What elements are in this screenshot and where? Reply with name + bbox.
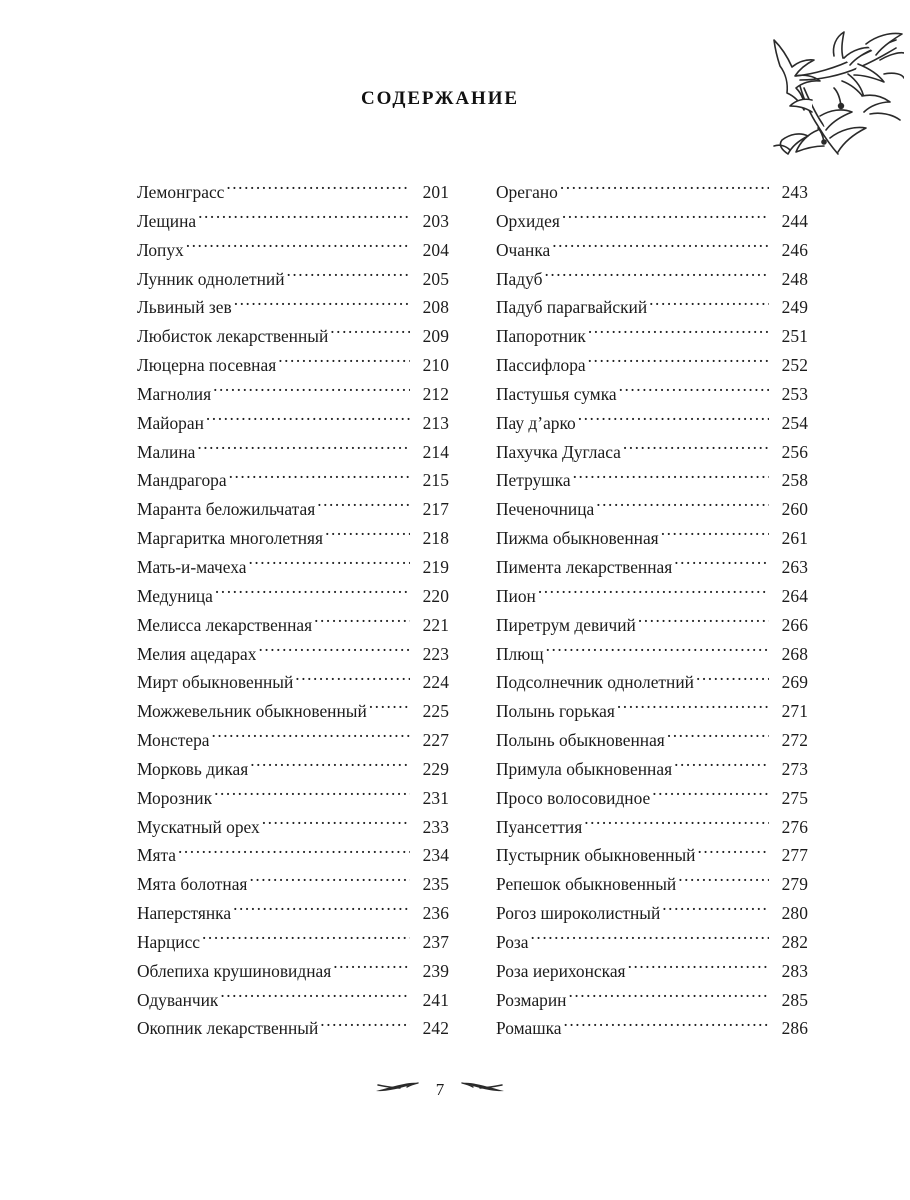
toc-entry-title: Львиный зев — [137, 297, 232, 318]
dot-leader — [578, 411, 769, 428]
dot-leader — [213, 383, 410, 400]
toc-entry-title: Мирт обыкновенный — [137, 672, 294, 693]
toc-entry[interactable] — [496, 380, 808, 409]
toc-entry[interactable] — [496, 409, 808, 438]
toc-entry-title: Пустырник обыкновенный — [496, 845, 696, 866]
toc-entry-page: 268 — [781, 643, 808, 664]
toc-entry[interactable] — [496, 928, 808, 957]
toc-entry-page: 241 — [422, 989, 449, 1010]
toc-entry[interactable] — [137, 986, 449, 1015]
toc-entry[interactable] — [137, 265, 449, 294]
toc-entry-page: 218 — [422, 528, 449, 549]
toc-entry-page: 213 — [422, 412, 449, 433]
toc-entry-title: Лещина — [137, 210, 197, 231]
dot-leader — [369, 700, 410, 717]
toc-entry-page: 285 — [781, 989, 808, 1010]
toc-entry[interactable] — [496, 755, 808, 784]
toc-entry-page: 272 — [781, 730, 808, 751]
toc-entry-title: Печеночница — [496, 499, 595, 520]
toc-entry-title: Роза — [496, 931, 529, 952]
toc-entry[interactable] — [137, 293, 449, 322]
dot-leader — [215, 584, 410, 601]
toc-entry-page: 251 — [781, 326, 808, 347]
toc-entry-title: Пиретрум девичий — [496, 614, 636, 635]
toc-entry[interactable] — [496, 524, 808, 553]
toc-entry[interactable] — [496, 265, 808, 294]
toc-left-column — [137, 178, 449, 1043]
toc-entry-page: 224 — [422, 672, 449, 693]
toc-entry-page: 246 — [781, 239, 808, 260]
dot-leader — [564, 1017, 769, 1034]
toc-entry-title: Орегано — [496, 182, 558, 202]
toc-entry-page: 243 — [781, 182, 808, 202]
toc-entry[interactable] — [137, 553, 449, 582]
page-title: СОДЕРЖАНИЕ — [361, 88, 519, 109]
toc-entry-page: 212 — [422, 383, 449, 404]
toc-entry[interactable] — [137, 813, 449, 842]
toc-entry-title: Одуванчик — [137, 989, 219, 1010]
toc-right-column — [496, 178, 808, 1043]
toc-entry-title: Нарцисс — [137, 931, 201, 952]
toc-entry[interactable] — [137, 466, 449, 495]
toc-entry[interactable] — [496, 495, 808, 524]
toc-entry-title: Пассифлора — [496, 355, 586, 376]
toc-entry-page: 201 — [422, 182, 449, 202]
dot-leader — [206, 411, 410, 428]
dot-leader — [617, 700, 769, 717]
toc-entry[interactable] — [496, 986, 808, 1015]
toc-entry-title: Роза иерихонская — [496, 960, 626, 981]
toc-entry[interactable] — [137, 726, 449, 755]
dot-leader — [325, 527, 410, 544]
toc-entry[interactable] — [496, 293, 808, 322]
toc-entry[interactable] — [496, 351, 808, 380]
toc-entry-page: 204 — [422, 239, 449, 260]
toc-entry-page: 239 — [422, 960, 449, 981]
dot-leader — [220, 988, 410, 1005]
dot-leader — [552, 238, 769, 255]
dot-leader — [568, 988, 769, 1005]
toc-entry-title: Репешок обыкновенный — [496, 874, 677, 895]
toc-entry-page: 277 — [781, 845, 808, 866]
dot-leader — [295, 671, 410, 688]
toc-entry[interactable] — [137, 351, 449, 380]
toc-entry-title: Пахучка Дугласа — [496, 441, 621, 462]
dot-leader — [584, 815, 769, 832]
toc-entry-title: Магнолия — [137, 383, 212, 404]
toc-entry-title: Просо волосовидное — [496, 787, 651, 808]
toc-entry[interactable] — [137, 438, 449, 467]
toc-entry[interactable] — [137, 178, 449, 207]
dot-leader — [250, 757, 410, 774]
toc-entry[interactable] — [137, 611, 449, 640]
toc-entry-page: 280 — [781, 903, 808, 924]
toc-entry-page: 209 — [422, 326, 449, 347]
dot-leader — [538, 584, 769, 601]
toc-entry-title: Наперстянка — [137, 903, 232, 924]
toc-entry[interactable] — [496, 841, 808, 870]
toc-entry-page: 248 — [781, 268, 808, 289]
toc-entry[interactable] — [137, 841, 449, 870]
dot-leader — [330, 325, 410, 342]
toc-entry-title: Малина — [137, 441, 196, 462]
toc-entry[interactable] — [137, 899, 449, 928]
dot-leader — [696, 671, 769, 688]
toc-entry[interactable] — [137, 236, 449, 265]
toc-entry-title: Маранта беложильчатая — [137, 499, 316, 520]
toc-entry-title: Морозник — [137, 787, 213, 808]
toc-entry[interactable] — [137, 1014, 449, 1043]
toc-entry[interactable] — [496, 640, 808, 669]
toc-entry[interactable] — [496, 697, 808, 726]
leaf-arrow-left-ornament — [374, 1078, 420, 1101]
toc-entry-page: 234 — [422, 845, 449, 866]
toc-entry-title: Медуница — [137, 585, 213, 606]
toc-entry-title: Мелия ацедарах — [137, 643, 257, 664]
toc-entry-title: Монстера — [137, 730, 210, 751]
toc-entry-page: 249 — [781, 297, 808, 318]
toc-entry-page: 263 — [781, 556, 808, 577]
toc-entry[interactable] — [137, 870, 449, 899]
toc-entry-title: Лунник однолетний — [137, 268, 285, 289]
dot-leader — [531, 931, 769, 948]
dot-leader — [588, 325, 769, 342]
dot-leader — [674, 556, 769, 573]
toc-entry-title: Ромашка — [496, 1018, 562, 1039]
dot-leader — [317, 498, 410, 515]
toc-entry[interactable] — [496, 582, 808, 611]
toc-entry[interactable] — [137, 928, 449, 957]
toc-entry[interactable] — [137, 957, 449, 986]
toc-entry-page: 269 — [781, 672, 808, 693]
dot-leader — [628, 959, 769, 976]
toc-entry-page: 236 — [422, 903, 449, 924]
dot-leader — [649, 296, 769, 313]
toc-entry-page: 275 — [781, 787, 808, 808]
toc-entry[interactable] — [137, 668, 449, 697]
toc-entry-title: Очанка — [496, 239, 551, 260]
dot-leader — [661, 527, 769, 544]
dot-leader — [248, 556, 410, 573]
toc-entry-title: Мандрагора — [137, 470, 227, 491]
toc-entry-title: Пижма обыкновенная — [496, 528, 659, 549]
dot-leader — [546, 642, 769, 659]
toc-entry-page: 215 — [422, 470, 449, 491]
toc-entry[interactable] — [496, 322, 808, 351]
leaf-arrow-right-ornament — [460, 1078, 506, 1101]
toc-entry-page: 205 — [422, 268, 449, 289]
dot-leader — [233, 902, 410, 919]
dot-leader — [229, 469, 410, 486]
toc-entry[interactable] — [496, 553, 808, 582]
toc-entry-title: Пимента лекарственная — [496, 556, 673, 577]
toc-entry[interactable] — [496, 438, 808, 467]
dot-leader — [596, 498, 769, 515]
toc-entry-title: Мята болотная — [137, 874, 248, 895]
toc-entry[interactable] — [137, 582, 449, 611]
toc-entry-page: 217 — [422, 499, 449, 520]
toc-entry-title: Маргаритка многолетняя — [137, 528, 324, 549]
toc-entry[interactable] — [137, 524, 449, 553]
toc-entry-page: 261 — [781, 528, 808, 549]
toc-entry-title: Лемонграсс — [137, 182, 225, 202]
page-footer — [0, 1078, 880, 1101]
toc-entry-page: 283 — [781, 960, 808, 981]
toc-entry[interactable] — [137, 755, 449, 784]
toc-entry-title: Полынь обыкновенная — [496, 730, 665, 751]
toc-entry-page: 203 — [422, 210, 449, 231]
toc-entry-page: 219 — [422, 556, 449, 577]
toc-entry-page: 273 — [781, 758, 808, 779]
dot-leader — [186, 238, 410, 255]
toc-entry-page: 221 — [422, 614, 449, 635]
dot-leader — [214, 786, 410, 803]
toc-entry-page: 271 — [781, 701, 808, 722]
dot-leader — [652, 786, 769, 803]
dot-leader — [178, 844, 410, 861]
toc-entry-page: 233 — [422, 816, 449, 837]
dot-leader — [573, 469, 769, 486]
dot-leader — [667, 729, 769, 746]
toc-entry-title: Мята — [137, 845, 176, 866]
toc-entry[interactable] — [137, 640, 449, 669]
toc-entry-title: Розмарин — [496, 989, 567, 1010]
toc-entry[interactable] — [137, 322, 449, 351]
toc-entry-title: Лопух — [137, 239, 184, 260]
toc-entry-page: 227 — [422, 730, 449, 751]
toc-entry-page: 279 — [781, 874, 808, 895]
dot-leader — [262, 815, 410, 832]
dot-leader — [198, 209, 410, 226]
toc-entry-title: Пау д’арко — [496, 412, 576, 433]
dot-leader — [320, 1017, 410, 1034]
dot-leader — [249, 873, 410, 890]
dot-leader — [662, 902, 769, 919]
toc-entry-page: 258 — [781, 470, 808, 491]
toc-entry-page: 208 — [422, 297, 449, 318]
toc-entry-title: Облепиха крушиновидная — [137, 960, 332, 981]
toc-entry-title: Окопник лекарственный — [137, 1018, 319, 1039]
toc-entry-page: 225 — [422, 701, 449, 722]
toc-columns — [137, 178, 809, 1043]
toc-entry-title: Подсолнечник однолетний — [496, 672, 694, 693]
toc-entry[interactable] — [137, 697, 449, 726]
toc-entry[interactable] — [496, 207, 808, 236]
toc-entry-title: Мускатный орех — [137, 816, 260, 837]
toc-entry-page: 264 — [781, 585, 808, 606]
dot-leader — [638, 613, 769, 630]
dot-leader — [562, 209, 769, 226]
dot-leader — [697, 844, 769, 861]
toc-entry-page: 244 — [781, 210, 808, 231]
dot-leader — [202, 931, 410, 948]
toc-entry-title: Плющ — [496, 643, 544, 664]
toc-entry[interactable] — [496, 611, 808, 640]
toc-entry[interactable] — [137, 495, 449, 524]
dot-leader — [544, 267, 769, 284]
toc-entry[interactable] — [496, 784, 808, 813]
toc-entry-page: 276 — [781, 816, 808, 837]
toc-entry[interactable] — [496, 870, 808, 899]
toc-entry-title: Полынь горькая — [496, 701, 615, 722]
toc-entry-title: Пуансеттия — [496, 816, 583, 837]
toc-entry[interactable] — [496, 899, 808, 928]
toc-entry-page: 231 — [422, 787, 449, 808]
toc-entry-page: 256 — [781, 441, 808, 462]
toc-entry-title: Примула обыкновенная — [496, 758, 673, 779]
dot-leader — [333, 959, 410, 976]
toc-entry[interactable] — [496, 1014, 808, 1043]
toc-entry-page: 220 — [422, 585, 449, 606]
dot-leader — [234, 296, 410, 313]
toc-entry-page: 214 — [422, 441, 449, 462]
toc-entry-page: 223 — [422, 643, 449, 664]
toc-entry-page: 252 — [781, 355, 808, 376]
toc-entry-page: 260 — [781, 499, 808, 520]
toc-entry[interactable] — [496, 957, 808, 986]
toc-entry-title: Папоротник — [496, 326, 586, 347]
dot-leader — [197, 440, 410, 457]
toc-entry-title: Петрушка — [496, 470, 571, 491]
toc-entry-title: Можжевельник обыкновенный — [137, 701, 367, 722]
toc-entry-page: 254 — [781, 412, 808, 433]
dot-leader — [287, 267, 410, 284]
toc-entry-title: Пион — [496, 585, 536, 606]
toc-entry-page: 242 — [422, 1018, 449, 1039]
toc-entry[interactable] — [496, 178, 808, 207]
dot-leader — [226, 181, 410, 198]
toc-entry-title: Пастушья сумка — [496, 383, 617, 404]
page-number: 7 — [435, 1079, 445, 1099]
dot-leader — [258, 642, 410, 659]
dot-leader — [211, 729, 410, 746]
toc-entry-title: Орхидея — [496, 210, 560, 231]
dot-leader — [278, 354, 410, 371]
toc-entry-title: Падуб — [496, 268, 543, 289]
toc-entry-title: Мелисса лекарственная — [137, 614, 313, 635]
toc-entry-title: Майоран — [137, 412, 204, 433]
toc-entry-title: Падуб парагвайский — [496, 297, 648, 318]
toc-entry-page: 229 — [422, 758, 449, 779]
toc-entry-page: 237 — [422, 931, 449, 952]
toc-entry-page: 235 — [422, 874, 449, 895]
toc-entry-page: 282 — [781, 931, 808, 952]
toc-entry-title: Любисток лекарственный — [137, 326, 329, 347]
toc-entry[interactable] — [496, 813, 808, 842]
toc-entry-page: 253 — [781, 383, 808, 404]
dot-leader — [619, 383, 769, 400]
dot-leader — [588, 354, 769, 371]
toc-entry-page: 266 — [781, 614, 808, 635]
toc-entry-page: 286 — [781, 1018, 808, 1039]
dot-leader — [314, 613, 410, 630]
toc-entry[interactable] — [496, 466, 808, 495]
toc-entry[interactable] — [496, 668, 808, 697]
dot-leader — [678, 873, 769, 890]
toc-entry[interactable] — [496, 726, 808, 755]
dot-leader — [560, 181, 769, 198]
dot-leader — [674, 757, 769, 774]
toc-entry-title: Люцерна посевная — [137, 355, 277, 376]
toc-entry-title: Рогоз широколистный — [496, 903, 661, 924]
toc-entry[interactable] — [496, 236, 808, 265]
dot-leader — [623, 440, 769, 457]
toc-entry-title: Мать-и-мачеха — [137, 556, 247, 577]
toc-entry-title: Морковь дикая — [137, 758, 249, 779]
toc-entry-page: 210 — [422, 355, 449, 376]
toc-entry[interactable] — [137, 784, 449, 813]
toc-entry[interactable] — [137, 409, 449, 438]
toc-entry[interactable] — [137, 380, 449, 409]
toc-entry[interactable] — [137, 207, 449, 236]
